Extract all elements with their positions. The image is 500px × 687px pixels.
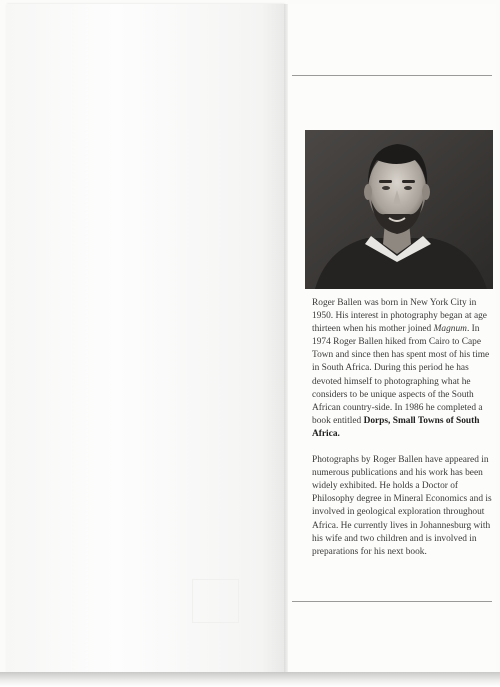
top-rule [292,75,492,76]
author-biography [312,297,496,559]
bio-p1-text-a: Roger Ballen was born in New York City in 1950. His interest in photography began at age thirteen when his mother joined [312,298,487,335]
magnum-title: Magnum [433,324,467,335]
bio-paragraph-2: Photographs by Roger Ballen have appeared in numerous publications and his work has been widely exhibited. He holds a Doctor of Philosophy degree in Mineral Economics and is involved in geological exploration throughout Africa. He currently lives in Johannesburg with his wife and two children and is involved in preparations for his next book. [312,455,492,557]
blank-left-page [6,4,284,672]
faint-page-mark [192,579,239,623]
bottom-rule [292,601,492,602]
author-portrait [305,130,493,289]
bio-p1-text-b: . In 1974 Roger Ballen hiked from Cairo to Cape Town and since then has spent most of his time in South Africa. During this period he has devoted himself to photographing what he considers to be unique aspects of the South African country-side. In 1986 he completed a book entitled [312,324,490,426]
bio-paragraph-1 [312,297,496,441]
scan-edge-shadow [0,672,500,687]
book-title: Dorps, Small Towns of South Africa. [312,415,480,439]
